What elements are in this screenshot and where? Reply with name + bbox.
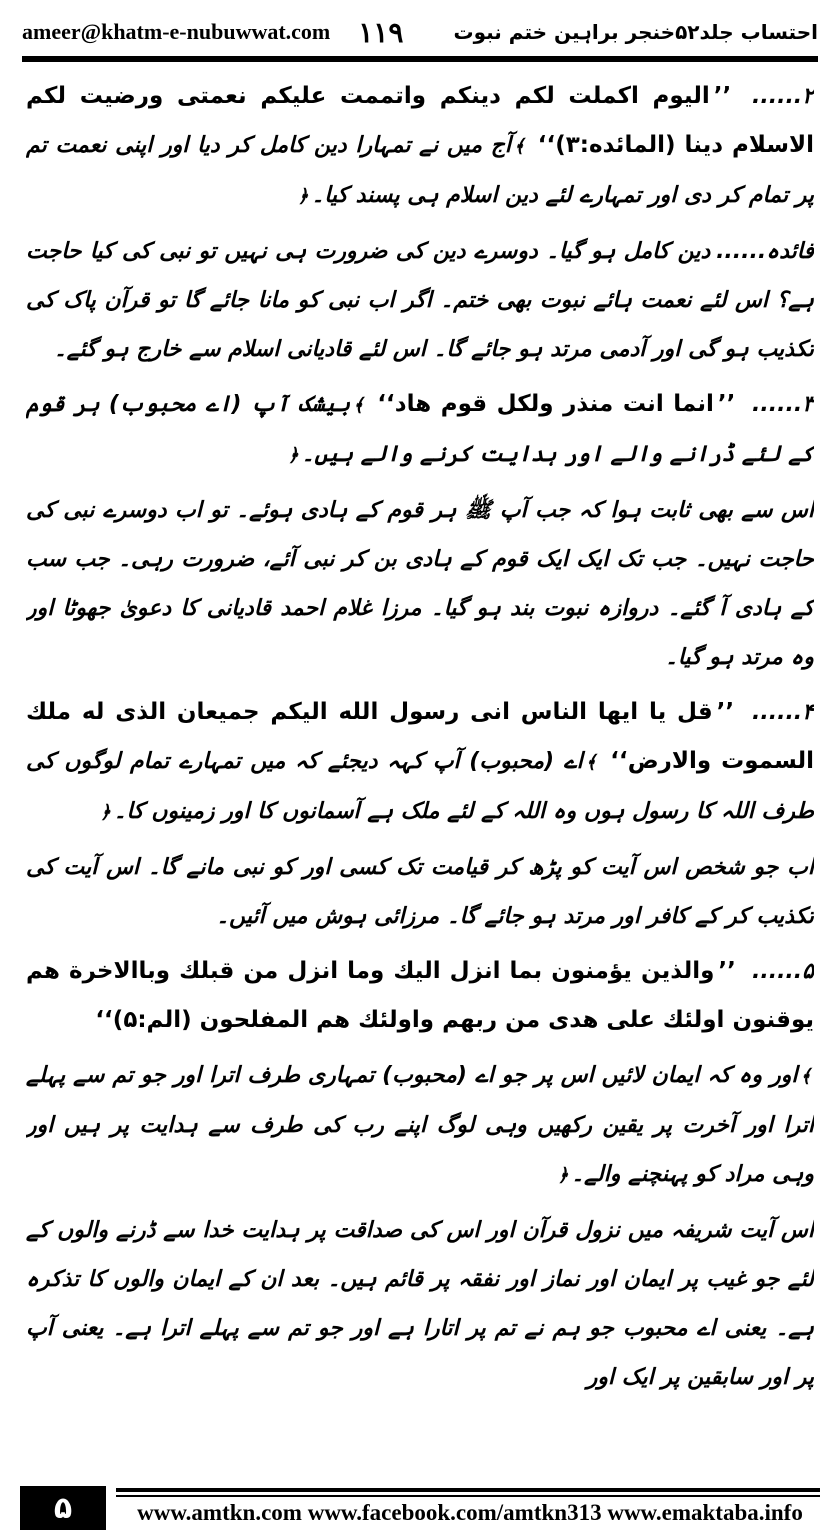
verse-translation: اور وہ کہ ایمان لائیں اس پر جو اے (محبوب) تمہاری طرف اترا اور جو تم سے پہلے اترا اور آخرت پر یقین رکھیں وہی لوگ اپنے رب کی طرف سے ہدایت پر ہیں اور وہی مراد کو پہنچنے والے۔ <box>26 1063 814 1187</box>
verse-number: ۵...... <box>752 959 814 984</box>
footer-rule-thin <box>116 1495 820 1497</box>
translation-5 <box>26 1051 814 1200</box>
verse-4: ۴...... ’’قل يا ايها الناس انى رسول الله اليكم جميعان الذى له ملك السموت والارض‘‘ ﴾اے (محبوب) آپ کہہ دیجئے کہ میں تمہارے تمام لوگوں کی طرف اللہ کا رسول ہوں وہ اللہ کے لئے ملک ہے آسمانوں کا اور زمینوں کا۔﴿ <box>26 699 814 824</box>
verse-number: ۲...... <box>752 84 814 109</box>
commentary-3: اس سے بھی ثابت ہوا کہ جب آپ ﷺ ہر قوم کے ہادی ہوئے۔ تو اب دوسرے نبی کی حاجت نہیں۔ جب تک ایک ایک قوم کے ہادی بن کر نبی آئے، ضرورت رہی۔ جب سب کے ہادی آ گئے۔ دروازہ نبوت بند ہو گیا۔ مرزا غلام احمد قادیانی کا دعویٰ جھوٹا اور وہ مرتد ہو گیا۔ <box>26 498 814 670</box>
page-header <box>22 12 818 52</box>
header-rule <box>22 56 818 62</box>
verse-3: ۳...... ’’انما انت منذر ولكل قوم هاد‘‘ ﴾بیشک آپ (اے محبوب) ہر قوم کے لئے ڈرانے والے اور ہدایت کرنے والے ہیں۔﴿ <box>26 391 814 467</box>
verse-number: ۴...... <box>752 700 814 725</box>
verse-translation: بیشک آپ (اے محبوب) ہر قوم کے لئے ڈرانے والے اور ہدایت کرنے والے ہیں۔ <box>26 392 814 467</box>
ornament-close: ﴿ <box>557 1165 569 1186</box>
verse-translation: اے (محبوب) آپ کہہ دیجئے کہ میں تمہارے تمام لوگوں کی طرف اللہ کا رسول ہوں وہ اللہ کے لئے ملک ہے آسمانوں کا اور زمینوں کا۔ <box>26 749 814 824</box>
page-footer <box>20 1486 820 1532</box>
footer-websites: www.amtkn.com www.facebook.com/amtkn313 www.emaktaba.info <box>137 1500 803 1525</box>
ornament-open: ﴾ <box>514 136 525 157</box>
ornament-close: ﴿ <box>100 802 111 823</box>
header-left <box>22 16 403 49</box>
page-body <box>26 72 814 1462</box>
verse-number: ۳...... <box>752 392 814 417</box>
header-email: ameer@khatm-e-nubuwwat.com <box>22 19 331 44</box>
verse-arabic: قل يا ايها الناس انى رسول الله اليكم جميعان الذى له ملك السموت والارض <box>26 699 814 774</box>
commentary-4: اب جو شخص اس آیت کو پڑھ کر قیامت تک کسی اور کو نبی مانے گا۔ اس آیت کی تکذیب کر کے کافر اور مرتد ہو جائے گا۔ مرزائی ہوش میں آئیں۔ <box>26 855 814 929</box>
ornament-close: ﴿ <box>297 186 309 207</box>
ornament-close: ﴿ <box>288 445 299 466</box>
verse-arabic: اليوم اكملت لكم دينكم واتممت عليكم نعمتى ورضيت لكم الاسلام دينا (المائده:۳) <box>26 83 814 158</box>
fayda-text: دین کامل ہو گیا۔ دوسرے دین کی ضرورت ہی نہیں تو نبی کی کیا حاجت ہے؟ اس لئے نعمت ہائے نبوت بھی ختم۔ اگر اب نبی کو مانا جائے گا تو قرآن پاک کی تکذیب ہو گی اور آدمی مرتد ہو جائے گا۔ اس لئے قادیانی اسلام سے خارج ہو گئے۔ <box>26 239 814 362</box>
footer-rule <box>116 1488 820 1492</box>
ornament-open: ﴾ <box>585 752 597 773</box>
verse-translation: آج میں نے تمہارا دین کامل کر دیا اور اپنی نعمت تم پر تمام کر دی اور تمہارے لئے دین اسلام ہی پسند کیا۔ <box>26 133 814 208</box>
footer-page-badge: ۵ <box>20 1486 106 1530</box>
verse-arabic: والذين يؤمنون بما انزل اليك وما انزل من قبلك وباالاخرة هم يوقنون اولئك على هدى من ربهم واولئك هم المفلحون (الم:۵) <box>26 958 814 1033</box>
book-title: احتساب جلد۵۲خنجر براہین ختم نبوت <box>453 20 818 44</box>
fayda-label: فائدہ...... <box>716 239 814 264</box>
ornament-open: ﴾ <box>353 395 364 416</box>
commentary-5: اس آیت شریفہ میں نزول قرآن اور اس کی صداقت پر ہدایت خدا سے ڈرنے والوں کے لئے جو غیب پر ایمان اور نماز اور نفقہ پر قائم ہیں۔ بعد ان کے ایمان والوں کا تذکرہ ہے۔ یعنی اے محبوب جو ہم نے تم پر اتارا ہے اور جو تم سے پہلے اترا ہے۔ یعنی آپ پر اور سابقین پر ایک اور <box>26 1218 814 1390</box>
verse-arabic: انما انت منذر ولكل قوم هاد <box>394 391 714 417</box>
verse-5: ۵...... ’’والذين يؤمنون بما انزل اليك وما انزل من قبلك وباالاخرة هم يوقنون اولئك على هدى من ربهم واولئك هم المفلحون (الم:۵)‘‘ <box>26 958 814 1033</box>
ornament-open: ﴾ <box>800 1066 811 1087</box>
page-number: ۱۱۹ <box>358 15 404 49</box>
verse-2: ۲...... ’’اليوم اكملت لكم دينكم واتممت عليكم نعمتى ورضيت لكم الاسلام دينا (المائده:۳)‘‘ ﴾آج میں نے تمہارا دین کامل کر دیا اور اپنی نعمت تم پر تمام کر دی اور تمہارے لئے دین اسلام ہی پسند کیا۔﴿ <box>26 83 814 208</box>
fayda-paragraph <box>26 227 814 374</box>
